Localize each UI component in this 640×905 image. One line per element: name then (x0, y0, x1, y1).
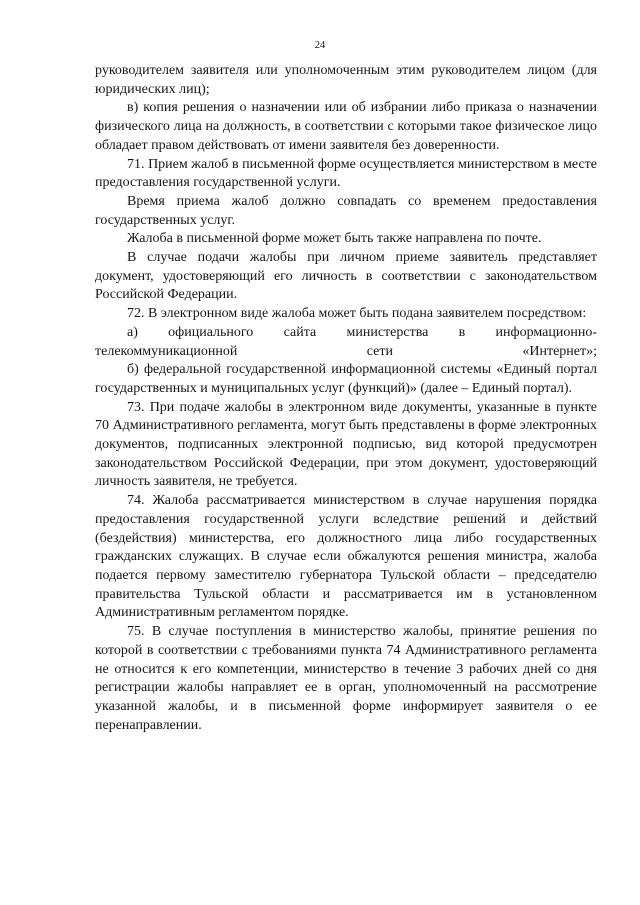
document-body (95, 62, 597, 735)
paragraph-74: 74. Жалоба рассматривается министерством в случае нарушения порядка предоставления государственной услуги вследствие решений и действий (бездействия) министерства, его должностного лица либо государственных гражданских служащих. В случае если обжалуются решения министра, жалоба подается первому заместителю губернатора Тульской области – председателю правительства Тульской области и рассматривается им в установленном Административным регламентом порядке. (95, 493, 597, 621)
paragraph-personal-reception: В случае подачи жалобы при личном приеме заявитель представляет документ, удостоверяющий его личность в соответствии с законодательством Российской Федерации. (95, 250, 597, 303)
paragraph-copy-of-decision: в) копия решения о назначении или об избрании либо приказа о назначении физического лица на должность, в соответствии с которыми такое физическое лицо обладает правом действовать от имени заявителя без доверенности. (95, 100, 597, 153)
paragraph-72-b: б) федеральной государственной информационной системы «Единый портал государственных и муниципальных услуг (функций)» (далее – Единый портал). (95, 362, 597, 396)
paragraph-by-mail: Жалоба в письменной форме может быть также направлена по почте. (127, 231, 542, 247)
paragraph-reception-time: Время приема жалоб должно совпадать со временем предоставления государственных услуг. (95, 193, 597, 228)
paragraph-73: 73. При подаче жалобы в электронном виде документы, указанные в пункте 70 Административного регламента, могут быть представлены в форме электронных документов, подписанных электронной подписью, вид которой предусмотрен законодательством Российской Федерации, при этом документ, удостоверяющий личность заявителя, не требуется. (95, 399, 597, 490)
page-number: 24 (314, 40, 326, 51)
paragraph-75: 75. В случае поступления в министерство жалобы, принятие решения по которой в соответствии с требованиями пункта 74 Административного регламента не относится к его компетенции, министерство в течение 3 рабочих дней со дня регистрации жалобы направляет ее в орган, уполномоченный на рассмотрение указанной жалобы, и в письменной форме информирует заявителя о ее перенаправлении. (95, 624, 597, 733)
paragraph-continuation: руководителем заявителя или уполномоченным этим руководителем лицом (для юридических лиц); (95, 63, 597, 97)
paragraph-71: 71. Прием жалоб в письменной форме осуществляется министерством в месте предоставления государственной услуги. (95, 156, 597, 191)
paragraph-72: 72. В электронном виде жалоба может быть подана заявителем посредством: (127, 306, 587, 322)
paragraph-72-a: а) официального сайта министерства в информационно-телекоммуникационной сети «Интернет»; (95, 324, 597, 359)
